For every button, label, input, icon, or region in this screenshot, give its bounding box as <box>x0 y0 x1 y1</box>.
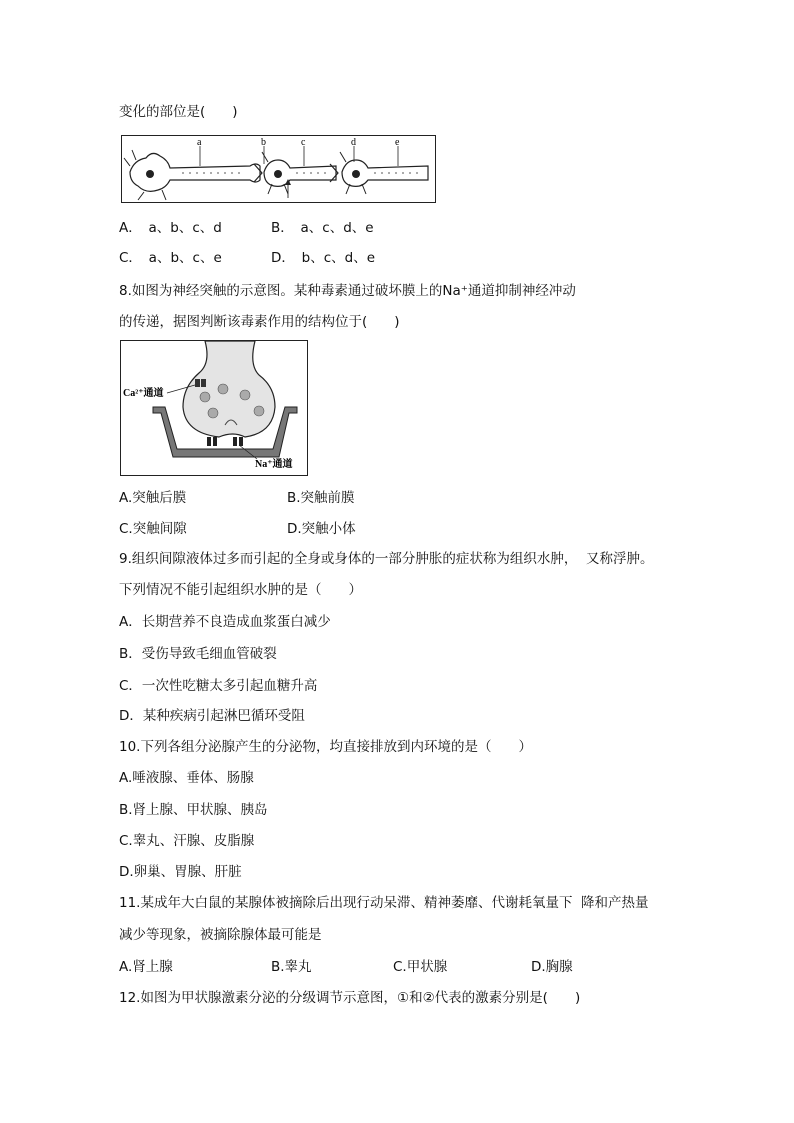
q9-option-c[interactable]: C．一次性吃糖太多引起血糖升高 <box>119 678 318 694</box>
q12-line1: 12.如图为甲状腺激素分泌的分级调节示意图，①和②代表的激素分别是( ) <box>119 990 581 1006</box>
q8-option-c[interactable]: C.突触间隙 <box>119 521 187 537</box>
q7-neuron-figure <box>121 135 436 203</box>
q11-option-c[interactable]: C.甲状腺 <box>393 959 448 975</box>
q8-synapse-figure <box>120 340 308 476</box>
label-d: d <box>351 137 356 148</box>
label-c: c <box>301 137 306 148</box>
q7-option-c[interactable]: C． a、b、c、e <box>119 250 222 266</box>
q8-option-a[interactable]: A.突触后膜 <box>119 490 187 506</box>
q8-line1: 8.如图为神经突触的示意图。某种毒素通过破坏膜上的Na⁺通道抑制神经冲动 <box>119 283 576 299</box>
q11-option-a[interactable]: A.肾上腺 <box>119 959 173 975</box>
label-b: b <box>261 137 266 148</box>
q7-option-b[interactable]: B． a、c、d、e <box>271 220 374 236</box>
q11-line2: 减少等现象，被摘除腺体最可能是 <box>119 927 322 943</box>
label-e: e <box>395 137 400 148</box>
q10-option-a[interactable]: A.唾液腺、垂体、肠腺 <box>119 770 254 786</box>
q7-option-a[interactable]: A． a、b、c、d <box>119 220 222 236</box>
q8-option-d[interactable]: D.突触小体 <box>287 521 356 537</box>
q10-option-c[interactable]: C.睾丸、汗腺、皮脂腺 <box>119 833 255 849</box>
ca-channel-label: Ca²⁺通道 <box>123 388 164 399</box>
q10-option-b[interactable]: B.肾上腺、甲状腺、胰岛 <box>119 802 268 818</box>
synapse-diagram <box>121 341 307 475</box>
q9-option-d[interactable]: D．某种疾病引起淋巴循环受阻 <box>119 708 305 724</box>
q9-option-b[interactable]: B．受伤导致毛细血管破裂 <box>119 646 277 662</box>
q11-line1: 11.某成年大白鼠的某腺体被摘除后出现行动呆滞、精神萎靡、代谢耗氧量下 降和产热量 <box>119 895 649 911</box>
q9-line2: 下列情况不能引起组织水肿的是（ ） <box>119 582 362 598</box>
q8-line2: 的传递，据图判断该毒素作用的结构位于( ) <box>119 314 400 330</box>
label-a: a <box>197 137 202 148</box>
q7-stem-tail: 变化的部位是( ) <box>119 104 238 120</box>
q10-line1: 10.下列各组分泌腺产生的分泌物，均直接排放到内环境的是（ ） <box>119 739 532 755</box>
q7-option-d[interactable]: D． b、c、d、e <box>271 250 376 266</box>
neuron-chain-diagram <box>122 136 435 202</box>
q9-line1: 9.组织间隙液体过多而引起的全身或身体的一部分肿胀的症状称为组织水肿， 又称浮肿。 <box>119 551 654 567</box>
na-channel-label: Na⁺通道 <box>255 459 293 470</box>
q9-option-a[interactable]: A．长期营养不良造成血浆蛋白减少 <box>119 614 331 630</box>
q11-option-d[interactable]: D.胸腺 <box>531 959 573 975</box>
q10-option-d[interactable]: D.卵巢、胃腺、肝脏 <box>119 864 242 880</box>
q8-option-b[interactable]: B.突触前膜 <box>287 490 355 506</box>
q11-option-b[interactable]: B.睾丸 <box>271 959 312 975</box>
